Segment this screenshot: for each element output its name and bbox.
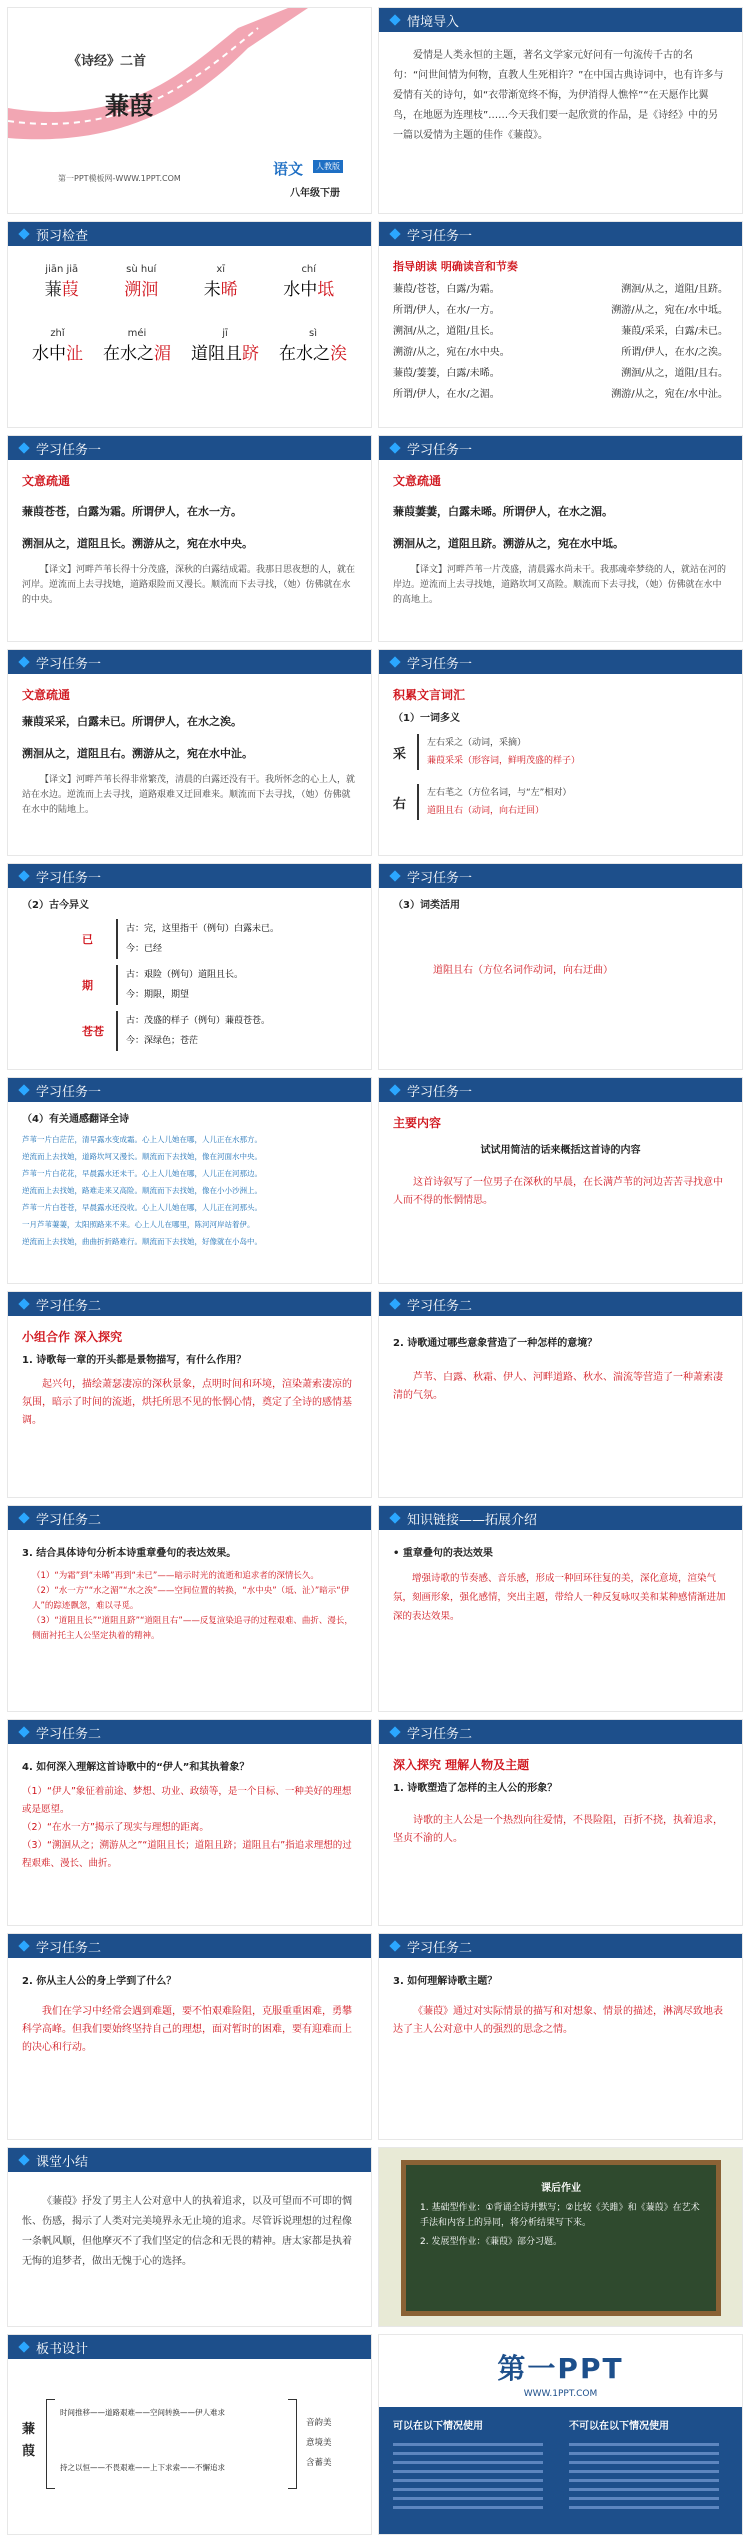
slide-word-class xyxy=(378,863,743,1070)
diamond-icon xyxy=(18,656,29,667)
slide-yiren xyxy=(7,1719,372,1926)
polysemy-group: 采 左右采之（动词，采摘） 蒹葭采采（形容词，鲜明茂盛的样子） xyxy=(393,734,728,770)
cover-edition: 人教版 xyxy=(313,160,343,173)
word-class-text: 道阻且右（方位名词作动词，向右迂曲） xyxy=(433,965,613,976)
cover-subtitle: 《诗经》二首 xyxy=(68,54,147,69)
slide-header: 学习任务二 xyxy=(379,1934,742,1958)
answer: 芦苇、白露、秋霜、伊人、河畔道路、秋水、湍流等营造了一种萧索凄清的气氛。 xyxy=(393,1372,723,1401)
slide-summary xyxy=(7,2147,372,2327)
section-title: 深入探究 理解人物及主题 xyxy=(393,1758,530,1772)
slide-ancient-modern xyxy=(7,863,372,1070)
subsection-title: （1）一词多义 xyxy=(393,713,460,724)
usage-right-lines xyxy=(569,2437,719,2515)
pinyin-item: xī 未晞 xyxy=(203,264,238,300)
answer-list: （1）“伊人”象征着前途、梦想、功业、政绩等，是一个目标、一种美好的理想或是愿望。 （2）“在水一方”揭示了现实与理想的距离。 （3）“溯洄从之；溯游从之”“道阻且长；道阻且跻；道阻且右”指追求理想的过程艰难、漫长、曲折。 xyxy=(22,1786,352,1869)
diamond-icon xyxy=(18,2341,29,2352)
slide-scenery-function xyxy=(7,1291,372,1498)
diamond-icon xyxy=(389,1084,400,1095)
cover-grade: 八年级下册 xyxy=(290,188,340,199)
answer: 这首诗叙写了一位男子在深秋的早晨，在长满芦苇的河边苦苦寻找意中人而不得的怅惘情思。 xyxy=(393,1177,723,1206)
subsection-title: （2）古今异义 xyxy=(22,900,89,911)
diamond-icon xyxy=(18,1298,29,1309)
translation-note: 【译文】河畔芦苇一片茂盛，清晨露水尚未干。我那魂牵梦绕的人，就站在河的岸边。逆流而上去寻找她，道路坎坷又高险。顺流而下去寻找，（她）仿佛就在水中的高地上。 xyxy=(393,565,727,605)
section-title: 文意疏通 xyxy=(22,688,71,702)
word-group: 苍苍 古：茂盛的样子（例句）蒹葭苍苍。 今：深绿色；苍茫 xyxy=(82,1011,357,1051)
answer: 诗歌的主人公是一个热烈向往爱情，不畏险阻，百折不挠，执着追求，坚贞不渝的人。 xyxy=(393,1815,723,1844)
slide-translation-2 xyxy=(378,435,743,642)
section-title: 小组合作 深入探究 xyxy=(22,1330,123,1344)
diamond-icon xyxy=(389,228,400,239)
word-group: 期 古：艰险（例句）道阻且长。 今：期限，期望 xyxy=(82,965,357,1005)
diamond-icon xyxy=(389,1512,400,1523)
slide-header: 学习任务一 xyxy=(379,650,742,674)
question: 4. 如何深入理解这首诗歌中的“伊人”和其执着象？ xyxy=(22,1762,250,1773)
answer: 我们在学习中经常会遇到难题，要不怕艰难险阻，克服重重困难，勇攀科学高峰。但我们要始终坚持自己的理想，面对暂时的困难，要有迎难而上的决心和行动。 xyxy=(22,2006,352,2053)
poem-line-2: 溯洄从之，道阻且跻。溯游从之，宛在水中坻。 xyxy=(393,537,624,550)
slide-repetition xyxy=(7,1505,372,1712)
slide-header: 情境导入 xyxy=(379,8,742,32)
diamond-icon xyxy=(389,14,400,25)
brand-logo: 第一PPT xyxy=(497,2352,624,2385)
diamond-icon xyxy=(18,442,29,453)
board-right: 音韵美 意境美 含蓄美 xyxy=(306,2418,332,2468)
slide-header: 学习任务二 xyxy=(8,1720,371,1744)
translation-note: 【译文】河畔芦苇长得非常繁茂，清晨的白露还没有干。我所怀念的心上人，就站在水边。逆流而上去寻找，道路艰难又迂回难来。顺流而下去寻找，（她）仿佛就在水中的陆地上。 xyxy=(22,775,356,815)
brand-site: WWW.1PPT.COM xyxy=(523,2389,598,2399)
slide-header: 学习任务一 xyxy=(379,1078,742,1102)
subsection-title: （3）词类活用 xyxy=(393,900,460,911)
board-bracket-right xyxy=(288,2399,297,2489)
question: 3. 如何理解诗歌主题？ xyxy=(393,1976,498,1987)
answer: 《蒹葭》通过对实际情景的描写和对想象、情景的描述，淋漓尽致地表达了主人公对意中人的强烈的思念之情。 xyxy=(393,2006,723,2035)
translation-note: 【译文】河畔芦苇长得十分茂盛，深秋的白露结成霜。我那日思夜想的人，就在河岸。逆流而上去寻找她，道路艰险而又漫长。顺流而下去寻找，（她）仿佛就在水的中央。 xyxy=(22,565,356,605)
slide-header: 学习任务一 xyxy=(379,222,742,246)
slide-cover xyxy=(7,7,372,214)
slide-header: 学习任务二 xyxy=(8,1292,371,1316)
slide-ending xyxy=(378,2334,743,2535)
question: 2. 诗歌通过哪些意象营造了一种怎样的意境？ xyxy=(393,1338,598,1349)
diamond-icon xyxy=(18,870,29,881)
slide-imagery xyxy=(378,1291,743,1498)
pinyin-item: zhǐ 水中沚 xyxy=(32,328,83,364)
slide-header: 学习任务二 xyxy=(8,1934,371,1958)
cover-site: 第一PPT模板网-WWW.1PPT.COM xyxy=(58,174,181,183)
slide-reading-rhythm xyxy=(378,221,743,428)
intro-text: 爱情是人类永恒的主题，著名文学家元好问有一句流传千古的名句：“问世间情为何物，直教人生死相许？”在中国古典诗词中，也有许多与爱情有关的诗句，如“衣带渐宽终不悔，为伊消得人憔悴”“在天愿作比翼鸟，在地愿为连理枝”……今天我们要一起欣赏的作品，是《诗经》中的另一篇以爱情为主题的佳作《蒹葭》。 xyxy=(393,50,724,141)
cover-subject: 语文 xyxy=(273,160,304,178)
section-title: 指导朗读 明确读音和节奏 xyxy=(393,260,518,273)
diamond-icon xyxy=(389,1726,400,1737)
diamond-icon xyxy=(18,1940,29,1951)
poem-line-1: 蒹葭苍苍，白露为霜。所谓伊人，在水一方。 xyxy=(22,505,242,518)
pinyin-item: jiān jiā 蒹葭 xyxy=(44,264,79,300)
slide-header: 学习任务一 xyxy=(8,650,371,674)
answer: 起兴句，描绘萧瑟凄凉的深秋景象，点明时间和环境，渲染萧索凄凉的氛围，暗示了时间的流逝，烘托所思不见的怅惘心情，奠定了全诗的感情基调。 xyxy=(22,1379,352,1426)
diamond-icon xyxy=(389,1940,400,1951)
diamond-icon xyxy=(389,1298,400,1309)
homework-title: 课后作业 xyxy=(541,2183,581,2194)
slide-vocabulary xyxy=(378,649,743,856)
slide-header: 学习任务一 xyxy=(8,1078,371,1102)
diamond-icon xyxy=(18,228,29,239)
poem-line-2: 溯洄从之，道阻且右。溯游从之，宛在水中沚。 xyxy=(22,747,253,760)
poem-line-2: 溯洄从之，道阻且长。溯游从之，宛在水中央。 xyxy=(22,537,253,550)
polysemy-group: 右 左右芼之（方位名词，与“左”相对） 道阻且右（动词，向右迂回） xyxy=(393,784,728,820)
slide-header: 学习任务二 xyxy=(8,1506,371,1530)
chalkboard xyxy=(401,2160,721,2316)
slide-board-design xyxy=(7,2334,372,2535)
slide-header: 知识链接——拓展介绍 xyxy=(379,1506,742,1530)
slide-header: 板书设计 xyxy=(8,2335,371,2359)
question: 2. 你从主人公的身上学到了什么？ xyxy=(22,1976,177,1987)
board-title: 蒹葭 xyxy=(22,2422,36,2459)
question: 1. 诗歌每一章的开头都是景物描写，有什么作用？ xyxy=(22,1355,247,1366)
slide-theme xyxy=(378,1933,743,2140)
subsection-title: （4）有关通感翻译全诗 xyxy=(22,1114,129,1125)
question: 试试用简洁的话来概括这首诗的内容 xyxy=(480,1145,641,1156)
board-bracket xyxy=(46,2399,55,2489)
translation-lines: 芦苇一片白茫茫，清早露水变成霜。心上人儿她在哪，人儿正在水那方。 逆流而上去找她，道路坎坷又漫长。顺流而下去找她，像在河面水中央。 芦苇一片白花花，早晨露水还未干。心上人儿她在哪，人儿正在河那边。 逆流而上去找她，路难走来又高险。顺流而下去找她，像在小小沙洲上。 芦苇一片白苍苍，早晨露水还没收。心上人儿她在哪，人儿正在河那头。 一月芦苇萋萋，太阳照路来不来。心上人儿在哪里，陈河河岸站着伊。 逆流而上去找她，曲曲折折路难行。顺流而下去找她，好像就在小岛中。 xyxy=(22,1135,262,1246)
diamond-icon xyxy=(389,442,400,453)
diamond-icon xyxy=(18,1084,29,1095)
section-title: 主要内容 xyxy=(393,1116,442,1130)
slide-header: 学习任务一 xyxy=(379,436,742,460)
diamond-icon xyxy=(389,870,400,881)
slide-main-content xyxy=(378,1077,743,1284)
slide-preview-check xyxy=(7,221,372,428)
section-title: 文意疏通 xyxy=(22,474,71,488)
slide-intro xyxy=(378,7,743,214)
slide-header: 预习检查 xyxy=(8,222,371,246)
slide-character xyxy=(378,1719,743,1926)
slide-header: 课堂小结 xyxy=(8,2148,371,2172)
pinyin-item: sù huí 溯洄 xyxy=(124,264,159,300)
slide-translation-3 xyxy=(7,649,372,856)
slide-translation-1 xyxy=(7,435,372,642)
section-title: 文意疏通 xyxy=(393,474,442,488)
summary-text: 《蒹葭》抒发了男主人公对意中人的执着追求，以及可望而不可即的惆怅、伤感，揭示了人类对完美境界永无止境的追求。尽管诉说理想的过程像一条帆风顺，但他摩灭不了我们坚定的信念和无畏的精神。唐太家都是执着无悔的追梦者，做出无愧于心的选择。 xyxy=(22,2196,352,2267)
slide-header: 学习任务一 xyxy=(8,436,371,460)
usage-left-title: 可以在以下情况使用 xyxy=(393,2421,483,2432)
usage-right-title: 不可以在以下情况使用 xyxy=(569,2421,669,2432)
section-title: 积累文言词汇 xyxy=(393,688,466,702)
question: 3. 结合具体诗句分析本诗重章叠句的表达效果。 xyxy=(22,1548,237,1559)
slide-knowledge-link xyxy=(378,1505,743,1712)
slide-header: 学习任务二 xyxy=(379,1292,742,1316)
diamond-icon xyxy=(18,2154,29,2165)
diamond-icon xyxy=(18,1726,29,1737)
knowledge-title: • 重章叠句的表达效果 xyxy=(393,1548,493,1559)
usage-left-lines xyxy=(393,2437,543,2515)
cover-title: 蒹葭 xyxy=(105,92,153,120)
poem-line-1: 蒹葭萋萋，白露未晞。所谓伊人，在水之湄。 xyxy=(393,505,613,518)
slide-header: 学习任务一 xyxy=(379,864,742,888)
pinyin-item: sì 在水之涘 xyxy=(279,328,347,364)
knowledge-text: 增强诗歌的节奏感、音乐感，形成一种回环往复的美，深化意境，渲染气氛，刻画形象，强化感情，突出主题，带给人一种反复咏叹美和某种感情渐进加深的表达效果。 xyxy=(393,1573,726,1622)
poem-line-1: 蒹葭采采，白露未已。所谓伊人，在水之涘。 xyxy=(22,715,242,728)
answer-list: （1）“为霜”到“未晞”再到“未已”——暗示时光的流逝和追求者的深情长久。 （2）“水一方”“水之湄”“水之涘”——空间位置的转换，“水中央”（坻、沚）”暗示“伊人”的踪迹飘忽，难以寻觅。 （3）“道阻且长”“道阻且跻”“道阻且右”——反复渲染追寻的过程艰难、曲折、漫长，侧面衬托主人公坚定执着的精神。 xyxy=(32,1571,353,1641)
pinyin-item: méi 在水之湄 xyxy=(103,328,171,364)
slide-learn-from xyxy=(7,1933,372,2140)
slide-header: 学习任务二 xyxy=(379,1720,742,1744)
usage-panel xyxy=(379,2407,742,2534)
diamond-icon xyxy=(18,1512,29,1523)
rhythm-table: 蒹葭/苍苍，白露/为霜。 溯洄/从之，道阻/且跻。 所谓/伊人，在水/一方。 溯游/从之，宛在/水中坻。 溯洄/从之，道阻/且长。 蒹葭/采采，白露/未已。 溯游/从之，宛在/水中央。 所谓/伊人，在水/之涘。 蒹葭/萋萋，白露/未晞。 溯洄/从之，道阻/且右。 所谓/伊人，在水/之湄。 溯游/从之，宛在/水中沚。 xyxy=(393,284,728,400)
slide-full-translation xyxy=(7,1077,372,1284)
question: 1. 诗歌塑造了怎样的主人公的形象？ xyxy=(393,1783,558,1794)
pinyin-item: jī 道阻且跻 xyxy=(191,328,259,364)
pinyin-item: chí 水中坻 xyxy=(283,264,335,300)
diamond-icon xyxy=(389,656,400,667)
homework-list: 1. 基础型作业：①背诵全诗并默写；②比较《关雎》和《蒹葭》在艺术手法和内容上的异同，将分析结果写下来。 2. 发展型作业：《蒹葭》部分习题。 xyxy=(420,2203,700,2247)
board-rows: 时间推移——道路艰难——空间转换——伊人难求 持之以恒——不畏艰难——上下求索——不懈追求 xyxy=(60,2408,225,2472)
word-group: 已 古：完，这里指干（例句）白露未已。 今：已经 xyxy=(82,919,357,959)
slide-header: 学习任务一 xyxy=(8,864,371,888)
slide-homework xyxy=(378,2147,743,2327)
